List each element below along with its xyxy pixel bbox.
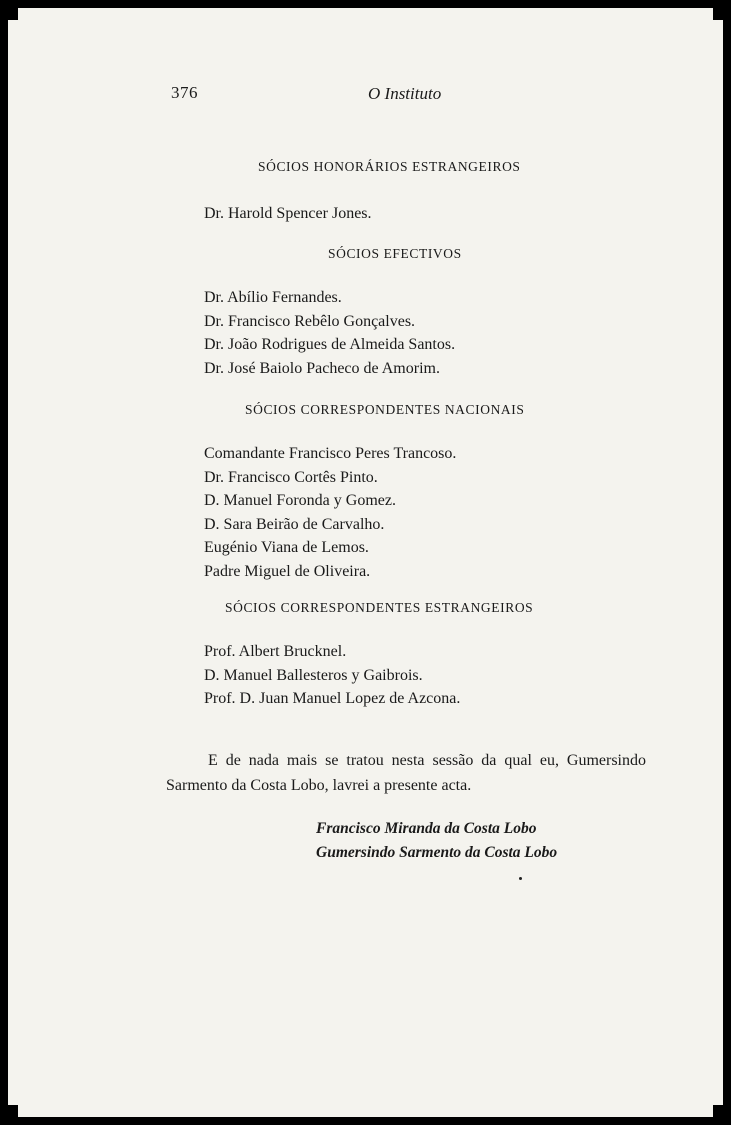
corner-mark-top-right [713,8,723,20]
page-number: 376 [171,83,198,102]
section-heading-honorary-foreign: SÓCIOS HONORÁRIOS ESTRANGEIROS [258,159,521,174]
member-list-honorary-foreign [204,202,372,226]
member-name: Eugénio Viana de Lemos. [204,539,369,556]
corner-mark-bottom-right [713,1105,723,1117]
closing-paragraph: E de nada mais se tratou nesta sessão da qual eu, Gumersindo Sarmento da Costa Lobo, lavrei a presente acta. [166,752,646,794]
member-name: Prof. Albert Brucknel. [204,643,347,660]
signature-secretary: Gumersindo Sarmento da Costa Lobo [316,844,558,861]
member-list-national-correspondents [204,442,456,583]
member-name: Dr. Abílio Fernandes. [204,289,342,306]
member-name: Prof. D. Juan Manuel Lopez de Azcona. [204,690,461,707]
member-name: D. Manuel Ballesteros y Gaibrois. [204,666,423,684]
section-heading-effective: SÓCIOS EFECTIVOS [328,246,462,261]
member-list-foreign-correspondents [204,640,460,711]
ink-speck [519,877,522,880]
corner-mark-top-left [8,8,18,20]
member-name: Comandante Francisco Peres Trancoso. [204,445,457,462]
member-list-effective [204,286,455,380]
member-name: Padre Miguel de Oliveira. [204,562,371,580]
member-name: Dr. Francisco Rebêlo Gonçalves. [204,312,416,330]
section-heading-national-correspondents: SÓCIOS CORRESPONDENTES NACIONAIS [245,402,525,417]
member-name: D. Sara Beirão de Carvalho. [204,515,385,533]
running-title: O Instituto [368,84,442,103]
signature-president: Francisco Miranda da Costa Lobo [316,820,537,837]
member-name: D. Manuel Foronda y Gomez. [204,492,396,509]
section-heading-foreign-correspondents: SÓCIOS CORRESPONDENTES ESTRANGEIROS [225,600,534,615]
member-name: Dr. Harold Spencer Jones. [204,205,372,222]
corner-mark-bottom-left [8,1105,18,1117]
document-page [8,8,723,1117]
member-name: Dr. Francisco Cortês Pinto. [204,468,378,486]
member-name: Dr. João Rodrigues de Almeida Santos. [204,336,456,353]
member-name: Dr. José Baiolo Pacheco de Amorim. [204,359,440,377]
